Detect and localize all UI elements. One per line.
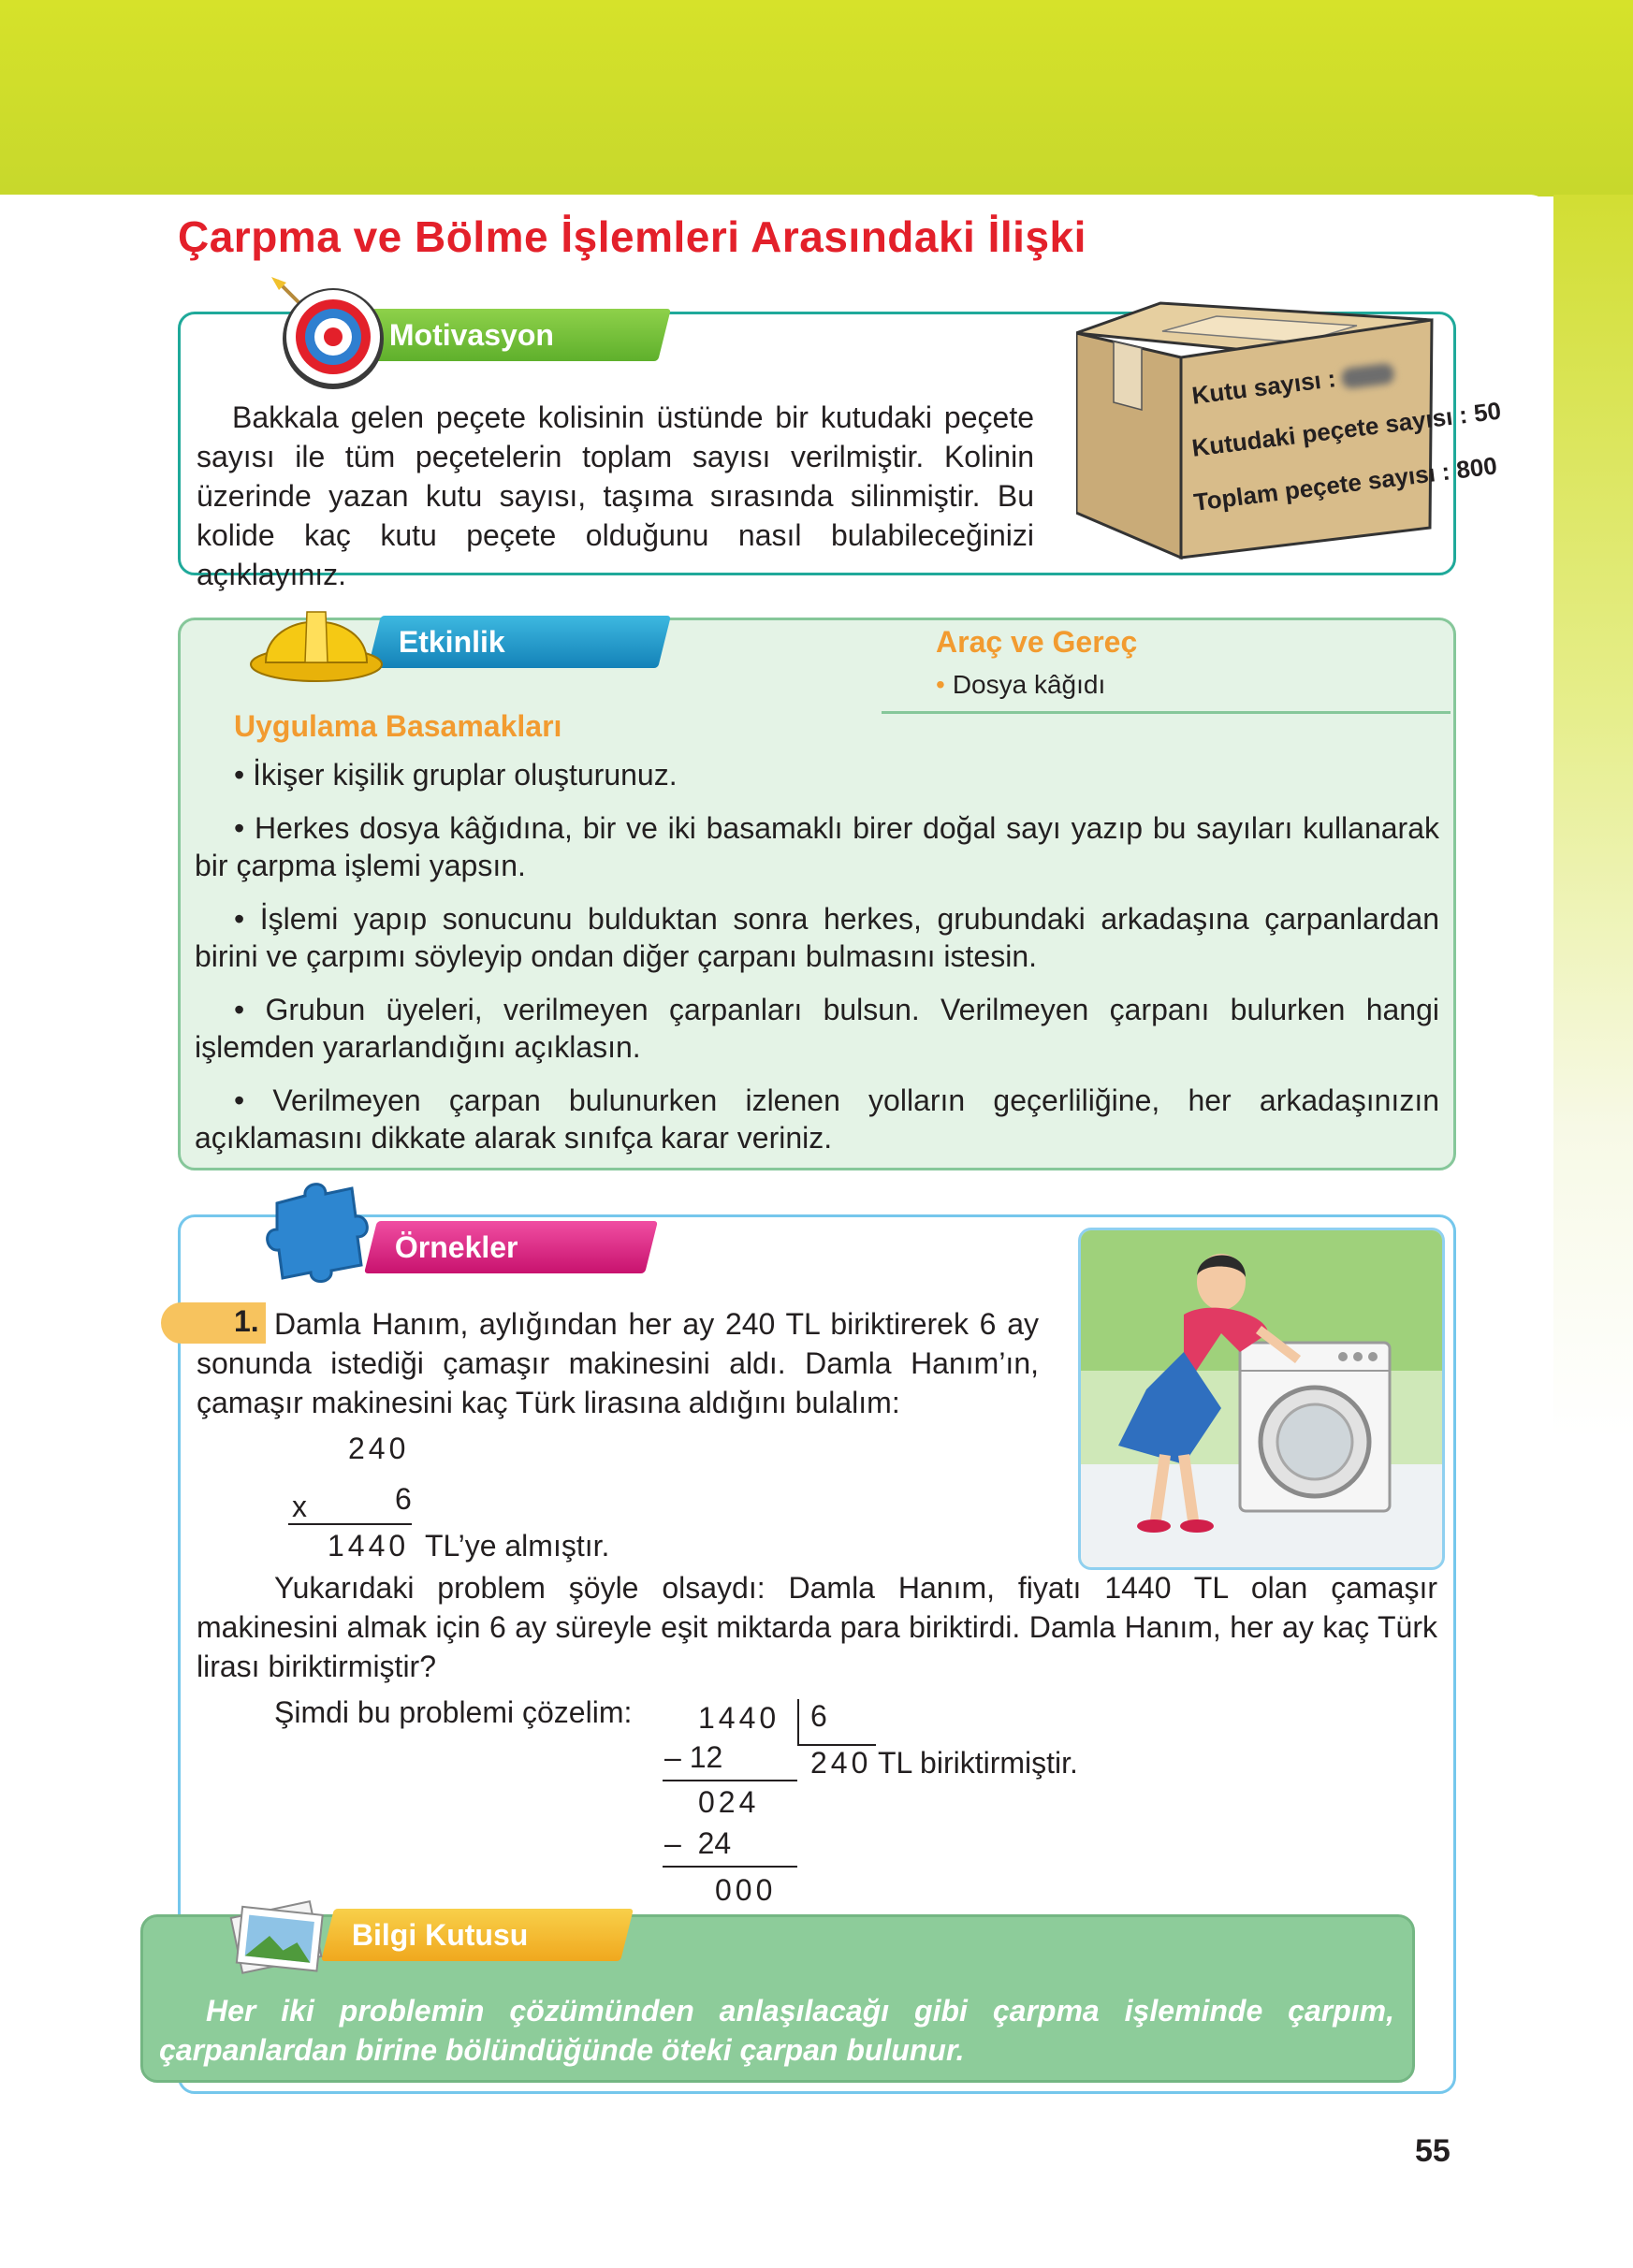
- etkinlik-tag-label: Etkinlik: [399, 624, 505, 659]
- woman-washer-drawing: [1081, 1230, 1442, 1567]
- div-suffix: TL biriktirmiştir.: [878, 1746, 1078, 1780]
- carton-box-illustration: [1076, 298, 1503, 569]
- photos-icon: [217, 1890, 339, 1984]
- mult-result: 1440: [328, 1529, 410, 1563]
- motivasyon-tag: [358, 309, 671, 361]
- list-item: [195, 756, 1439, 793]
- bilgi-kutusu-text: [159, 1991, 1394, 2070]
- mult-suffix: TL’ye almıştır.: [425, 1529, 610, 1563]
- step-text: Verilmeyen çarpan bulunurken izlenen yolların geçerliliğine, her arkadaşınızın açıklamasını dikkate alarak sınıfça karar veriniz.: [195, 1083, 1440, 1155]
- div-sub2: – 24: [664, 1826, 732, 1860]
- divider-line: [882, 711, 1451, 714]
- div-vertical-line: [797, 1699, 799, 1746]
- div-line-1: [663, 1780, 797, 1781]
- problem2-text: [197, 1568, 1437, 1686]
- div-divisor: 6: [810, 1699, 827, 1733]
- arac-gerec-item: [936, 670, 1105, 700]
- uygulama-title: Uygulama Basamakları: [234, 709, 562, 743]
- list-item: [195, 1082, 1439, 1156]
- bilgi-kutusu-tag-label: Bilgi Kutusu: [352, 1917, 529, 1952]
- etkinlik-tag: [368, 616, 671, 668]
- carton-label-1-text: Kutu sayısı :: [1190, 364, 1338, 410]
- side-color-band: [1553, 195, 1633, 2268]
- step-text: İşlemi yapıp sonucunu bulduktan sonra herkes, grubundaki arkadaşına çarpanlardan birini ve çarpımı söyleyip ondan diğer çarpanı bulmasını istesin.: [195, 902, 1440, 973]
- bullet-dot: •: [936, 670, 945, 699]
- problem-text-body: Damla Hanım, aylığından her ay 240 TL biriktirerek 6 ay sonunda istediği çamaşır makinesini aldı. Damla Hanım’ın, çamaşır makinesini kaç Türk lirasına aldığını bulalım:: [197, 1307, 1039, 1419]
- washing-machine-illustration: [1078, 1228, 1445, 1570]
- bullet-dot: •: [234, 902, 260, 936]
- ornekler-tag-label: Örnekler: [395, 1229, 518, 1264]
- step-text: Herkes dosya kâğıdına, bir ve iki basamaklı birer doğal sayı yazıp bu sayıları kullanarak bir çarpma işlemi yapsın.: [195, 811, 1440, 882]
- top-color-band: [0, 0, 1633, 196]
- div-rem2: 000: [715, 1873, 777, 1907]
- div-sub1: – 12: [664, 1740, 723, 1774]
- motivasyon-tag-label: Motivasyon: [389, 317, 555, 352]
- solve-label: Şimdi bu problemi çözelim:: [274, 1695, 633, 1729]
- problem-text: [197, 1304, 1039, 1422]
- page-number: 55: [1415, 2133, 1451, 2169]
- div-dividend: 1440: [698, 1701, 780, 1735]
- mult-factor: 6: [395, 1482, 416, 1516]
- div-rem1: 024: [698, 1785, 760, 1819]
- carton-label-3: Toplam peçete sayısı : 800: [1192, 451, 1499, 516]
- list-item: [195, 900, 1439, 975]
- list-item: [195, 809, 1439, 884]
- motivasyon-text: [197, 398, 1034, 594]
- list-item: [195, 991, 1439, 1066]
- bullet-dot: •: [234, 758, 254, 792]
- bullet-dot: •: [234, 1083, 273, 1117]
- target-icon: [268, 277, 389, 393]
- example-number: 1.: [234, 1304, 259, 1338]
- bullet-dot: •: [234, 993, 266, 1026]
- mult-top: 240: [348, 1432, 410, 1465]
- div-quotient: 240: [810, 1746, 872, 1780]
- erased-smudge: [1340, 363, 1394, 390]
- step-text: İkişer kişilik gruplar oluşturunuz.: [253, 758, 678, 792]
- mult-operator: x: [292, 1490, 307, 1523]
- arac-gerec-item-text: Dosya kâğıdı: [952, 670, 1106, 699]
- mult-line: [288, 1523, 412, 1525]
- hard-hat-icon: [249, 580, 389, 685]
- bullet-dot: •: [234, 811, 255, 845]
- bilgi-kutusu-text-body: Her iki problemin çözümünden anlaşılacağı gibi çarpma işleminde çarpım, çarpanlardan birine bölündüğünde öteki çarpan bulunur.: [159, 1994, 1394, 2067]
- bilgi-kutusu-tag: [321, 1909, 634, 1961]
- page-title: Çarpma ve Bölme İşlemleri Arasındaki İlişki: [178, 212, 1086, 261]
- div-line-2: [663, 1866, 797, 1868]
- ornekler-tag: [364, 1221, 658, 1273]
- step-text: Grubun üyeleri, verilmeyen çarpanları bulsun. Verilmeyen çarpanı bulurken hangi işlemden yararlandığını açıklasın.: [195, 993, 1440, 1064]
- carton-label-2: Kutudaki peçete sayısı : 50: [1190, 396, 1503, 462]
- steps-list: [195, 756, 1439, 1172]
- puzzle-icon: [258, 1175, 380, 1287]
- problem2-text-body: Yukarıdaki problem şöyle olsaydı: Damla Hanım, fiyatı 1440 TL olan çamaşır makinesini almak için 6 ay süreyle eşit miktarda para biriktirdi. Damla Hanım, her ay kaç Türk lirası biriktirmiştir?: [197, 1571, 1437, 1683]
- arac-gerec-title: Araç ve Gereç: [936, 625, 1138, 659]
- motivasyon-text-body: Bakkala gelen peçete kolisinin üstünde bir kutudaki peçete sayısı ile tüm peçetelerin toplam sayısı verilmiştir. Kolinin üzerinde yazan kutu sayısı, taşıma sırasında silinmiştir. Bu kolide kaç kutu peçete olduğunu nasıl bulabileceğinizi açıklayınız.: [197, 400, 1034, 591]
